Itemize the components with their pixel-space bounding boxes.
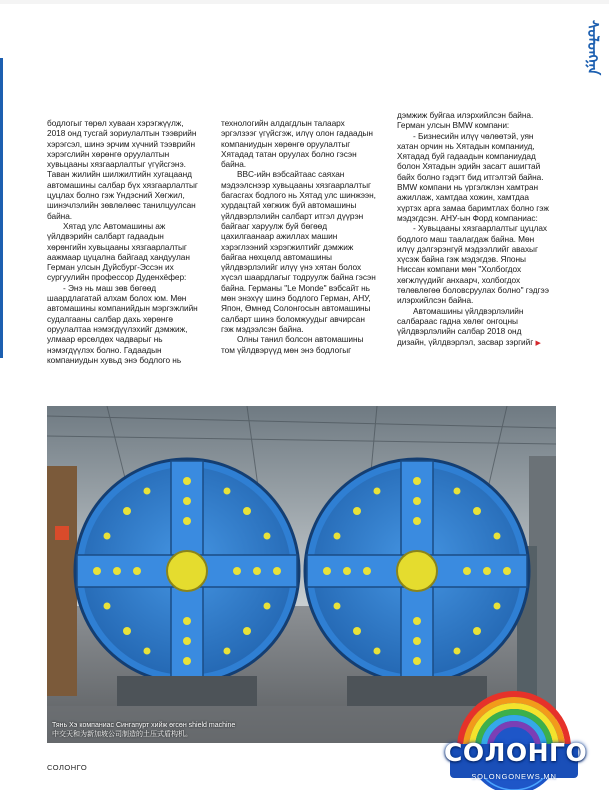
paragraph: - Энэ нь маш зөв бөгөөд шаардлагатай алхам болох юм. Мөн автомашины компанийдын мэргэжлийн судалгааны салбар дахь хөрөнгө оруулалтаа нэмэгдүүлэхийг дэмжиж, улмаар өрсөлдөх чадварыг нь нэмэгдүүлэх болно. Гадаадын компаниудын хувьд энэ бодлого нь	[47, 282, 198, 365]
cutter-head-right	[305, 459, 529, 683]
footer-publication-name: СОЛОНГО	[47, 763, 88, 772]
caption-chinese: 中交天和为新加坡公司制造的土压式盾构机。	[52, 730, 192, 738]
article-column-1	[47, 118, 202, 365]
paragraph: бодлогыг төрөл хуваан хэрэгжүүлж, 2018 онд тусгай зориулалтын тээврийн хэрэгсэл, шинэ эрчим хүчний тээврийн хэрэгслийн хөрөнгө оруулалтын хувьцааны хязгаарлалтыг үгүйсгэнэ. Таван жилийн шилжилтийн хугацаанд автомашины салбар бүх хязгаарлалтыг цуцлах болно гэж Үндэсний Хөгжил, шинэчлэлийн зөвлөлөөс танилцуулсан байна.	[47, 118, 198, 221]
paragraph: дэмжиж буйгаа илэрхийлсэн байна. Герман улсын BMW компани:	[397, 110, 534, 131]
paragraph-text: Автомашины үйлдвэрлэлийн салбараас гадна хөлөг онгоцны үйлдвэрлэлийн салбар 2018 онд дизайн, үйлдвэрлэл, засвар зэргийг	[397, 305, 534, 347]
top-rule	[0, 0, 609, 4]
cutter-head-left	[75, 459, 299, 683]
article-column-3	[397, 110, 552, 349]
left-accent-bar	[0, 58, 3, 358]
badge-url: SOLONGONEWS.MN	[471, 772, 557, 781]
article-column-2	[221, 118, 376, 355]
continue-arrow-icon: ▶	[535, 339, 541, 347]
badge-title: СОЛОНГО	[444, 738, 588, 767]
vertical-masthead-logo: ᠰᠣᠯᠣᠩᠭ᠋ᠠ	[584, 20, 602, 76]
caption-mongolian: Тянь Хэ компаниас Сингапурт хийж өгсөн shield machine	[52, 722, 236, 729]
paragraph: - Бизнесийн илүү чөлөөтэй, уян хатан орчин нь Хятадын компаниуд, Хятадад буй гадаадын компаниудад болон Хятадын эдийн засагт ашигтай байх болно гэдэгт бид итгэлтэй байна. BMW компани нь үргэлжлэн хамтран ажиллаж, хамтдаа хожин, хамтдаа хүртэх арга замаа баримтлах болно гэж мэдэгдсэн. АНУ-ын Форд компаниас:	[397, 130, 549, 223]
paragraph	[397, 306, 552, 349]
paragraph: Олны танил болсон автомашины том үйлдвэрүүд мөн энэ бодлогыг	[221, 334, 364, 355]
paragraph: - Хувьцааны хязгаарлалтыг цуцлах бодлого маш таалагдаж байна. Мөн илүү дэлгэрэнгүй мэдээллийг авахыг хүсэж байна гэж мэдэгдэв. Японы Ниссан компани мөн "Холбогдох хөгжлүүдийг анхаарч, холбогдох төлөвлөгөө боловсруулах болно" гэдгээ илэрхийлсэн байна.	[397, 223, 549, 306]
solongo-badge	[444, 686, 588, 790]
photo-caption	[52, 722, 235, 739]
paragraph: Хятад улс Автомашины аж үйлдвэрийн салбарт гадаадын хөрөнгийн хувьцааны хязгаарлалтыг аажмаар цуцална байгаад хандуулан Герман улсын Дуйсбург-Эссэн их сургуулийн профессор Дуденхёфер:	[47, 220, 190, 283]
paragraph: BBC-ийн вэбсайтаас саяхан мэдээлснээр хувьцааны хязгаарлалтыг багасгах бодлого нь Хятад улс шинжээн, хурдацтай хөгжиж буй автомашины үйлдвэрлэлийн салбарт итгэл дүүрэн байгааг харуулж буй бөгөөд цахилгаанаар ажиллах машин хэрэглээний хэрэгжилтийг дэмжиж байгаа нөхцөлд автомашины үйлдвэрлэлийг илүү үнэ хятан болох хүсэл шаардлагыг тодруулж байна гэсэн байна. Германы "Le Monde" вэбсайт нь мөн энэхүү шинэ бодлого Герман, АНУ, Япон, Өмнөд Солонгосын автомашины салбарт шинэ боломжуудыг авчирсан гэж мэдээлсэн байна.	[221, 169, 376, 334]
paragraph: технологийн алдагдлын талаарх эргэлзээг үгүйсгэж, илүү олон гадаадын компаниудын хөрөнгө оруулалтыг Хятадад татан оруулах болно гэсэн байна.	[221, 118, 373, 170]
